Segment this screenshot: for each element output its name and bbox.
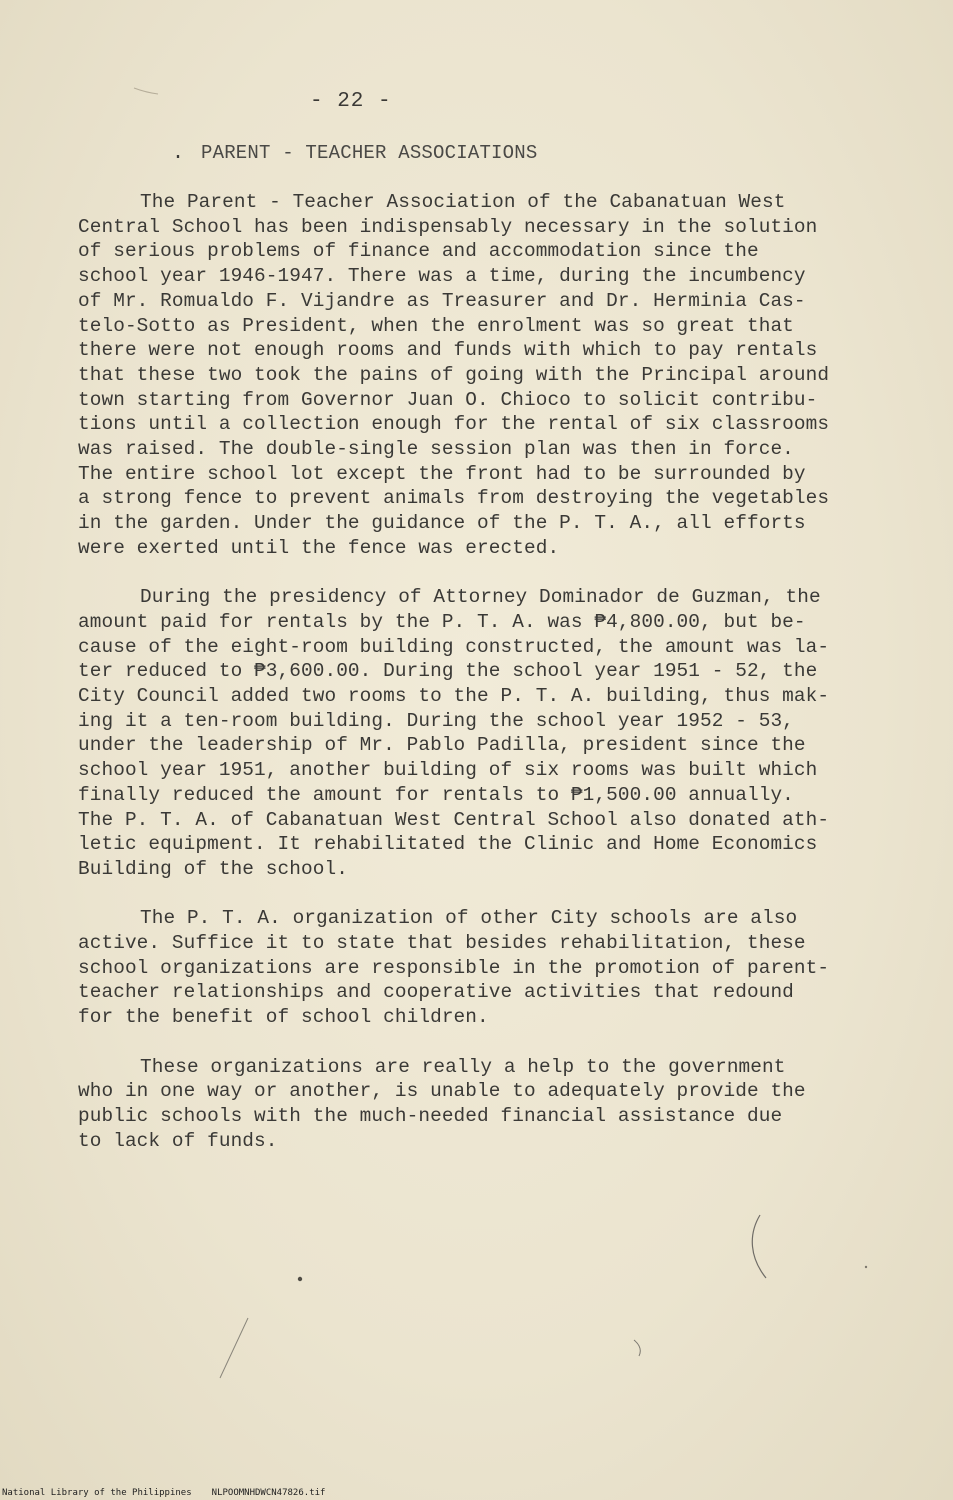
section-title: PARENT - TEACHER ASSOCIATIONS [201, 142, 538, 164]
paper-speck [298, 1277, 302, 1281]
page-number: - 22 - [310, 90, 392, 113]
paper-crease-mark [134, 88, 158, 94]
footer-file-name: NLPOOMNHDWCN47826.tif [211, 1488, 326, 1498]
paper-speck [865, 1266, 867, 1268]
footer-institution: National Library of the Philippines [2, 1488, 192, 1498]
paragraph-3: The P. T. A. organization of other City schools are also active. Suffice it to state that besides rehabilitation, these school organizations are responsible in the promotion of parent- teacher relationships and cooperative activities that redound for the benefit of school children. [78, 907, 830, 1029]
scan-footer [2, 1488, 325, 1498]
paragraph-2: During the presidency of Attorney Dominador de Guzman, the amount paid for rentals by the P. T. A. was ₱4,800.00, but be- cause of the eight-room building constructed, the amount was la- ter reduced to ₱3,600.00. During the school year 1951 - 52, the City Council added two rooms to the P. T. A. building, thus mak- ing it a ten-room building. During the school year 1952 - 53, under the leadership of Mr. Pablo Padilla, president since the school year 1951, another building of six rooms was built which finally reduced the amount for rentals to ₱1,500.00 annually. The P. T. A. of Cabanatuan West Central School also donated ath- letic equipment. It rehabilitated the Clinic and Home Economics Building of the school. [78, 586, 830, 880]
paragraph-4: These organizations are really a help to the government who in one way or another, is unable to adequately provide the public schools with the much-needed financial assistance due to lack of funds. [78, 1055, 806, 1152]
paragraph-1: The Parent - Teacher Association of the Cabanatuan West Central School has been indispensably necessary in the solution of serious problems of finance and accommodation since the school year 1946-1947. There was a time, during the incumbency of Mr. Romualdo F. Vijandre as Treasurer and Dr. Herminia Cas- telo-Sotto as President, when the enrolment was so great that there were not enough rooms and funds with which to pay rentals that these two took the pains of going with the Principal around town starting from Governor Juan O. Chioco to solicit contribu- tions until a collection enough for the rental of six classrooms was raised. The double-single session plan was then in force. The entire school lot except the front had to be surrounded by a strong fence to prevent animals from destroying the vegetables in the garden. Under the guidance of the P. T. A., all efforts were exerted until the fence was erected. [78, 191, 830, 559]
pencil-tick-mark [634, 1340, 640, 1356]
title-dot: . [172, 142, 185, 165]
pencil-curve-mark [752, 1215, 766, 1278]
pencil-stroke-mark [220, 1318, 248, 1378]
body-text [78, 190, 878, 1178]
